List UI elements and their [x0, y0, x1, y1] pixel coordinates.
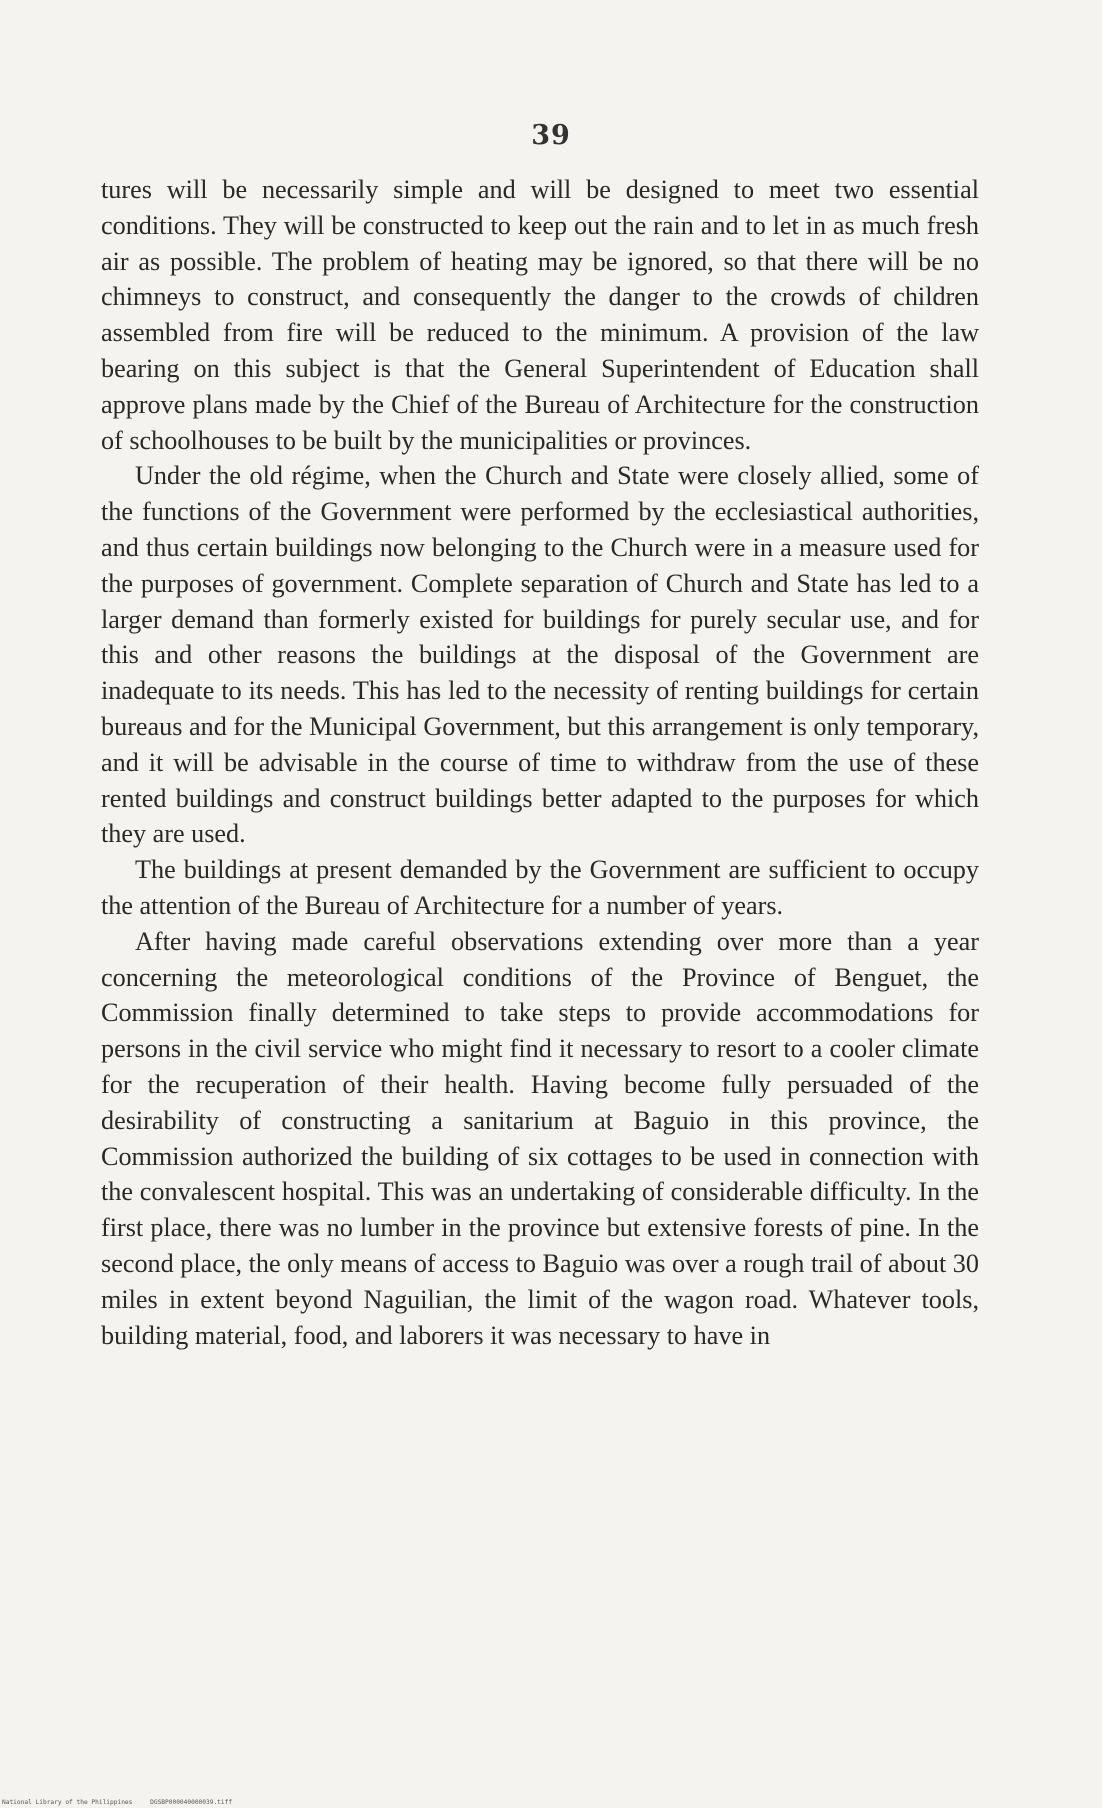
- page-number: 39: [531, 120, 571, 151]
- body-text: [101, 172, 979, 1353]
- paragraph-4: After having made careful observations extending over more than a year concerning the meteorological conditions of the Province of Benguet, the Commission finally determined to take steps to provide accommodations for persons in the civil service who might find it necessary to resort to a cooler climate for the recuperation of their health. Having become fully persuaded of the desirability of constructing a sanitarium at Baguio in this province, the Commission authorized the building of six cottages to be used in connection with the convalescent hospital. This was an undertaking of considerable difficulty. In the first place, there was no lumber in the province but extensive forests of pine. In the second place, the only means of access to Baguio was over a rough trail of about 30 miles in extent beyond Naguilian, the limit of the wagon road. Whatever tools, building material, food, and laborers it was necessary to have in: [101, 926, 979, 1350]
- paragraph-1: tures will be necessarily simple and will be designed to meet two essential conditions. They will be constructed to keep out the rain and to let in as much fresh air as possible. The problem of heating may be ignored, so that there will be no chimneys to construct, and consequently the danger to the crowds of children assembled from fire will be reduced to the minimum. A provision of the law bearing on this subject is that the General Superintendent of Education shall approve plans made by the Chief of the Bureau of Architecture for the construction of schoolhouses to be built by the municipalities or provinces.: [101, 175, 979, 455]
- footer-filename: DGSBP000040000039.tiff: [150, 1799, 233, 1806]
- paragraph-3: The buildings at present demanded by the Government are sufficient to occupy the attention of the Bureau of Architecture for a number of years.: [101, 855, 979, 920]
- footer-library: National Library of the Philippines: [2, 1799, 133, 1806]
- paragraph-2: Under the old régime, when the Church and State were closely allied, some of the functions of the Government were performed by the ecclesiastical authorities, and thus certain buildings now belonging to the Church were in a measure used for the purposes of government. Complete separation of Church and State has led to a larger demand than formerly existed for buildings for purely secular use, and for this and other reasons the buildings at the disposal of the Government are inadequate to its needs. This has led to the necessity of renting buildings for certain bureaus and for the Municipal Government, but this arrangement is only temporary, and it will be advisable in the course of time to withdraw from the use of these rented buildings and construct buildings better adapted to the purposes for which they are used.: [101, 461, 979, 849]
- scan-footer: [2, 1799, 232, 1806]
